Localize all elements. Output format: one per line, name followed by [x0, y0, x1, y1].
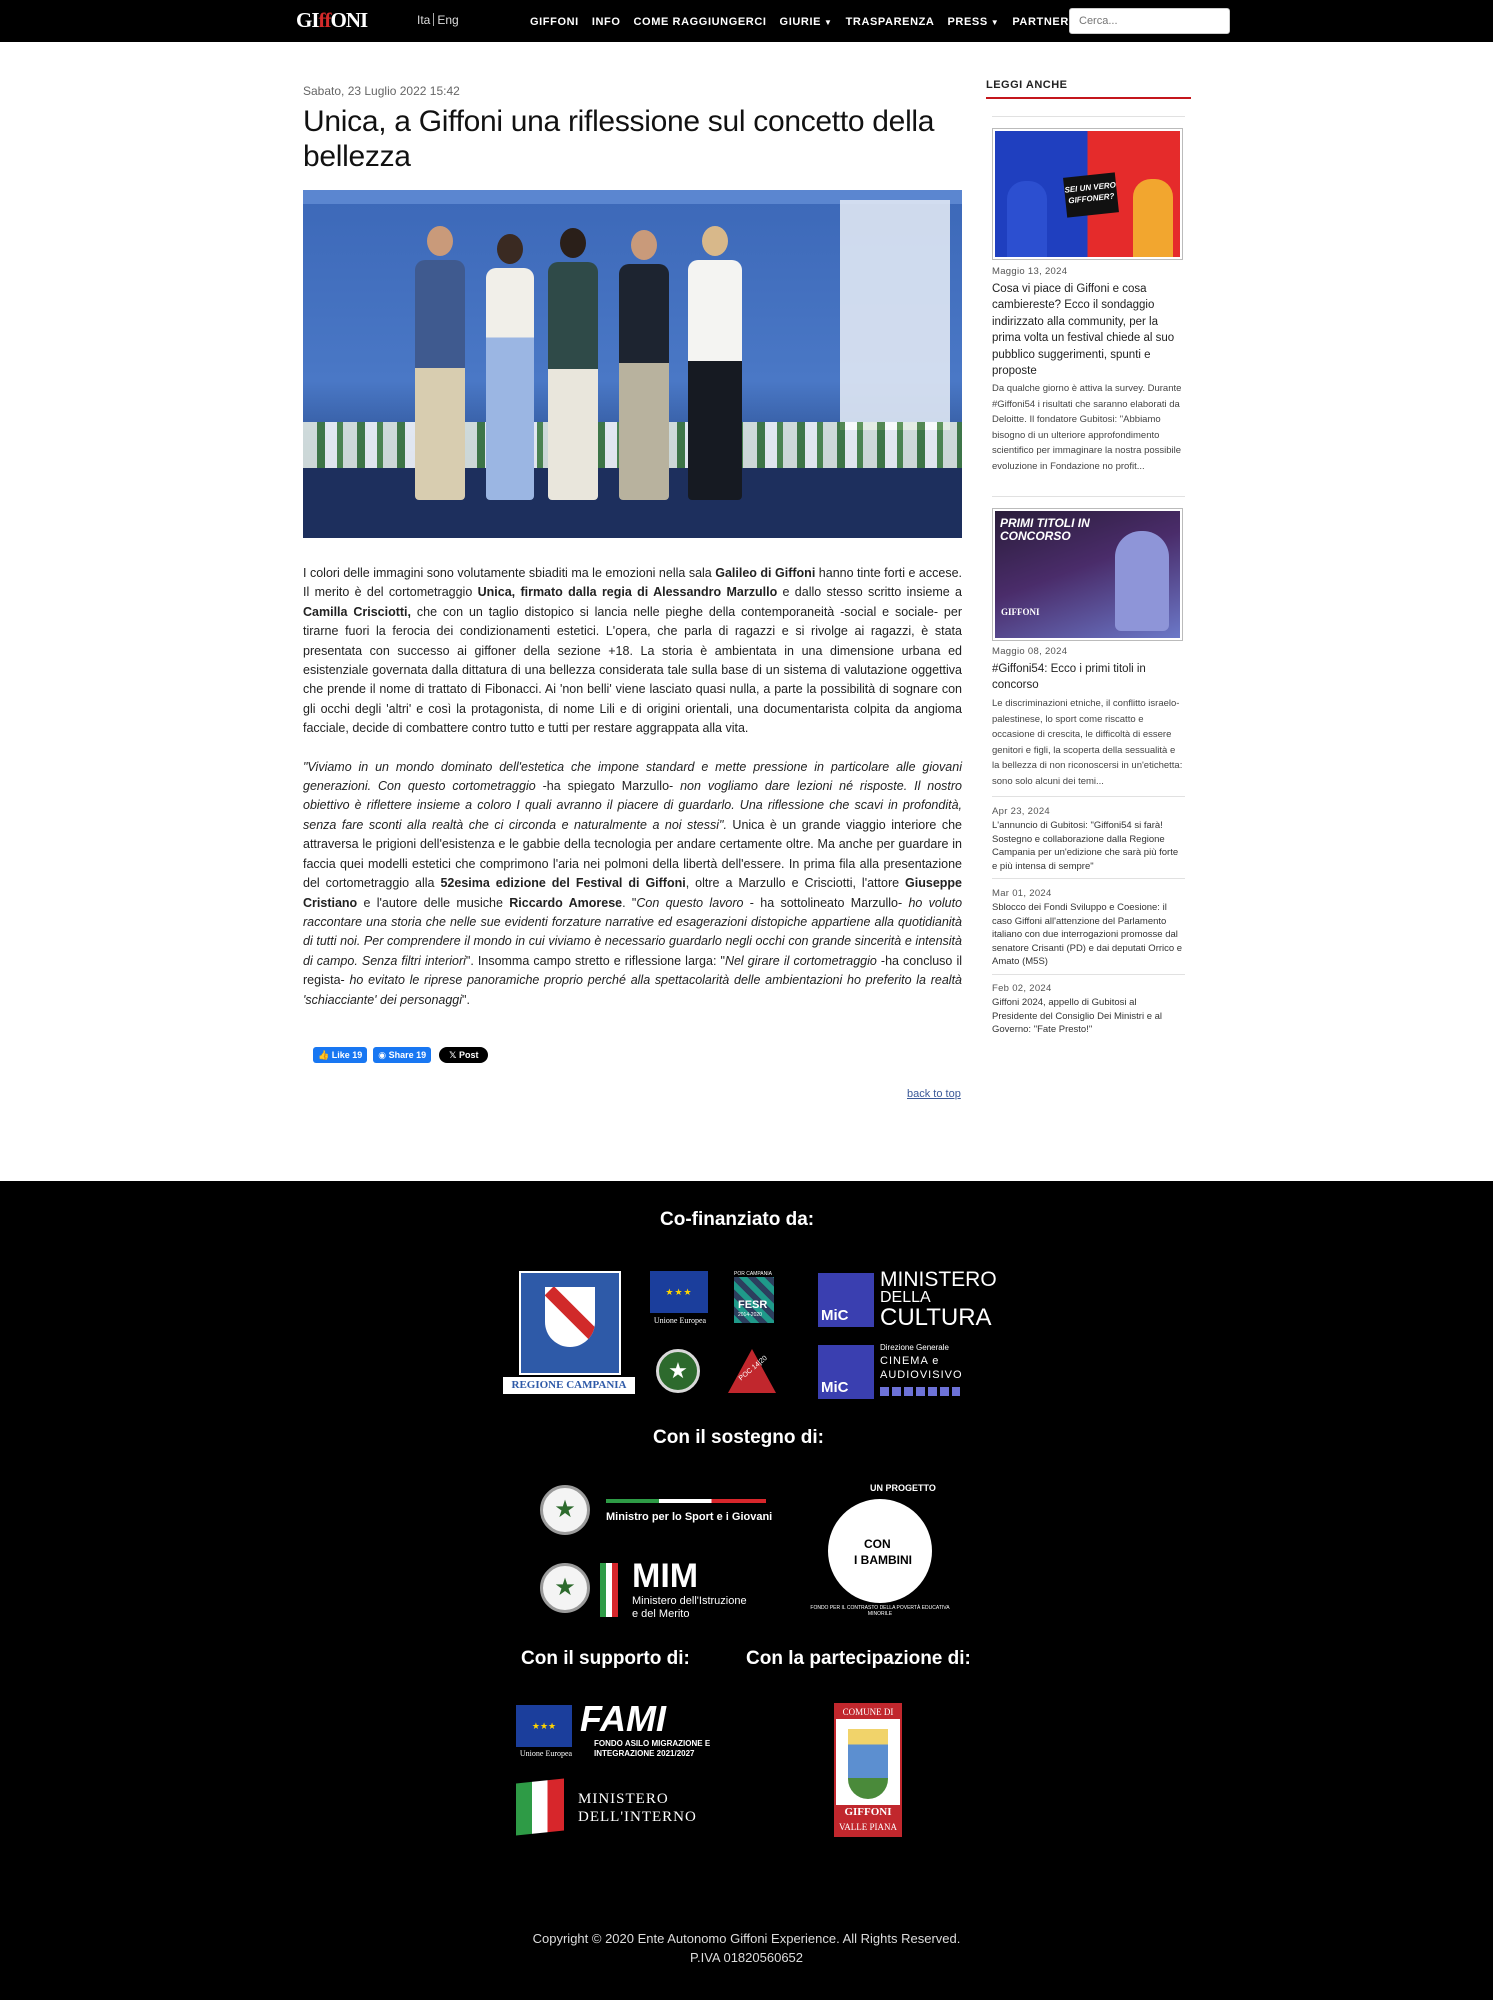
nav-press[interactable]: PRESS ▼: [947, 16, 1000, 28]
sidebar-item-1-date: Maggio 13, 2024: [992, 266, 1068, 277]
eu-label: Unione Europea: [519, 1749, 573, 1758]
fami-sub2: INTEGRAZIONE 2021/2027: [594, 1749, 695, 1758]
thumbs-up-icon: 👍: [318, 1050, 330, 1060]
ministero-cultura-logo: [818, 1269, 998, 1329]
kid-face: [1115, 531, 1169, 631]
person-3: [548, 262, 598, 500]
nav-giffoni[interactable]: GIFFONI: [530, 16, 579, 28]
mim-sub1: Ministero dell'Istruzione: [632, 1595, 747, 1607]
top-navbar: [0, 0, 1493, 42]
eu-flag-icon: ★★★: [650, 1271, 708, 1313]
sidebar-divider: [992, 878, 1185, 879]
social-share-bar: [313, 1047, 488, 1063]
fesr-pattern-icon: [734, 1277, 774, 1323]
article-body: [303, 564, 962, 1029]
nav-trasparenza[interactable]: TRASPARENZA: [845, 16, 935, 28]
nav-giurie[interactable]: GIURIE ▼: [779, 16, 833, 28]
x-icon: 𝕏: [449, 1050, 457, 1060]
fesr-years: 2014-2020: [738, 1312, 762, 1318]
shield-icon: [545, 1287, 595, 1347]
dg-cinema-logo: [818, 1341, 978, 1401]
language-switcher: [417, 13, 459, 27]
fami-sub1: FONDO ASILO MIGRAZIONE E: [594, 1739, 711, 1748]
survey-badge: SEI UN VERO GIFFONER?: [1063, 172, 1119, 217]
cofinanziato-heading: Co-finanziato da:: [660, 1209, 815, 1230]
person-4: [619, 264, 669, 500]
sport-label: Ministro per lo Sport e i Giovani: [606, 1511, 773, 1523]
eu-flag-logo: [650, 1271, 710, 1329]
mic-badge-icon: MiC: [818, 1273, 874, 1327]
mic-badge-icon: MiC: [818, 1345, 874, 1399]
sidebar-divider: [992, 116, 1185, 117]
fami-logo: [516, 1698, 711, 1761]
person-2: [486, 268, 534, 500]
x-post-button[interactable]: 𝕏 Post: [439, 1047, 488, 1063]
bambini-circle: CON I BAMBINI: [828, 1499, 932, 1603]
bambini-ring: FONDO PER IL CONTRASTO DELLA POVERTÀ EDUCATIVA MINORILE: [810, 1605, 950, 1617]
fami-label: FAMI: [580, 1698, 666, 1739]
article-paragraph-1: I colori delle immagini sono volutamente sbiaditi ma le emozioni nella sala Galileo di Giffoni hanno tinte forti e accese. Il merito è del cortometraggio Unica, firmato dalla regia di Alessandro Marzullo e dallo stesso scritto insieme a Camilla Crisciotti, che con un taglio distopico si lancia nelle pieghe della contemporaneità -social e sociale- per tirarne fuori la ferocia dei condizionamenti estetici. L'opera, che parla di ragazzi e si rivolge ai ragazzi, è stata presentata con successo ai giffoner della sezione +18. La storia è ambientata in una dimensione urbana ed esistenziale governata dalla dittatura di una bellezza considerata tale sulla base di un sistema di valutazione oggettiva che prende il nome di trattato di Fibonacci. Ai 'non belli' viene lasciato quasi nulla, a parte la possibilità di sognare con gli occhi degli 'altri' e così la protagonista, di nome Lili e di origini orientali, una documentarista colpita da angioma facciale, decide di combattere contro tutto e tutti per restare aggrappata alla vita.: [303, 566, 963, 736]
fesr-label: FESR: [738, 1299, 768, 1311]
giffoni-logo[interactable]: GIffONI: [296, 8, 368, 32]
chevron-down-icon: ▼: [990, 18, 1000, 27]
mim-label: MIM: [632, 1557, 699, 1595]
sidebar-item-5-title[interactable]: Giffoni 2024, appello di Gubitosi al Presidente del Consiglio Dei Ministri e al Governo: "Fate Presto!": [992, 997, 1163, 1036]
main-nav: [530, 16, 1069, 28]
regione-emblem: [519, 1271, 621, 1375]
sidebar-item-2-title[interactable]: #Giffoni54: Ecco i primi titoli in concorso: [992, 663, 1146, 692]
nav-info[interactable]: INFO: [591, 16, 621, 28]
por-label: POR CAMPANIA: [734, 1271, 772, 1277]
article-hero-image: [303, 190, 962, 538]
nav-partner[interactable]: PARTNER: [1012, 16, 1069, 28]
article-date: Sabato, 23 Luglio 2022 15:42: [303, 84, 460, 98]
dg-squares: [880, 1387, 960, 1396]
comune-top: COMUNE DI: [836, 1705, 900, 1719]
star-emblem-icon: ★: [540, 1485, 590, 1535]
sidebar-item-2-excerpt: Le discriminazioni etniche, il conflitto israelo-palestinese, lo sport come riscatto e occasione di crescita, le difficoltà di essere genitori e figli, la scoperta della sessualità e la bellezza di non riconoscersi in un'etichetta: sono solo alcuni dei temi...: [992, 698, 1183, 787]
facebook-share-button[interactable]: ◉ Share 19: [373, 1047, 431, 1063]
ministero-interno-logo: [516, 1779, 706, 1835]
poc-label: POC 14|20: [737, 1354, 769, 1383]
poc-logo: [728, 1349, 776, 1399]
italy-flag-icon: [516, 1778, 564, 1835]
por-fesr-logo: [734, 1271, 776, 1327]
dg-line2: CINEMA e: [880, 1355, 940, 1367]
lang-eng-link[interactable]: Eng: [437, 13, 459, 27]
copyright: Copyright © 2020 Ente Autonomo Giffoni Experience. All Rights Reserved.: [532, 1931, 961, 1946]
ministero-line1: MINISTERO: [880, 1268, 997, 1291]
kid-left: [1007, 181, 1047, 257]
interno-line2: DELL'INTERNO: [578, 1809, 697, 1825]
sidebar-divider: [992, 974, 1185, 975]
con-i-bambini-logo: [810, 1481, 950, 1621]
sidebar-item-3-title[interactable]: L'annuncio di Gubitosi: "Giffoni54 si farà! Sostegno e collaborazione dalla Regione Campania per un'edizione che sarà più forte e più intensa di sempre": [992, 820, 1179, 872]
sidebar-divider: [992, 796, 1185, 797]
facebook-like-button[interactable]: 👍 Like 19: [313, 1047, 367, 1063]
comune-bottom1: GIFFONI: [836, 1805, 900, 1819]
eu-flag-icon: ★★★: [516, 1705, 572, 1747]
sidebar-heading-rule: [986, 97, 1191, 99]
dg-line1: Direzione Generale: [880, 1343, 949, 1352]
thumb-logo: GIFFONI: [1001, 607, 1040, 617]
sidebar-item-5-date: Feb 02, 2024: [992, 983, 1052, 994]
italian-republic-emblem: [656, 1349, 702, 1399]
article-title: Unica, a Giffoni una riflessione sul concetto della bellezza: [303, 105, 935, 173]
mim-logo: [540, 1559, 780, 1623]
sidebar-thumb-2[interactable]: [992, 508, 1183, 641]
sidebar-item-3-date: Apr 23, 2024: [992, 806, 1051, 817]
regione-label: REGIONE CAMPANIA: [503, 1377, 635, 1394]
person-1: [415, 260, 465, 500]
sostegno-heading: Con il sostegno di:: [653, 1427, 824, 1448]
ministero-line2: DELLA: [880, 1289, 931, 1306]
sidebar-item-1-title[interactable]: Cosa vi piace di Giffoni e cosa cambiereste? Ecco il sondaggio indirizzato alla community, per la prima volta un festival chiede al suo pubblico suggerimenti, spunti e proposte: [992, 283, 1175, 378]
sidebar-item-2-date: Maggio 08, 2024: [992, 646, 1068, 657]
kid-right: [1133, 179, 1173, 257]
tricolor-line: [606, 1499, 766, 1503]
lang-ita-link[interactable]: Ita: [417, 13, 431, 27]
dg-line3: AUDIOVISIVO: [880, 1369, 963, 1381]
thumb-headline: PRIMI TITOLI IN CONCORSO: [1000, 516, 1090, 543]
comune-bottom2: VALLE PIANA: [836, 1819, 900, 1835]
sponsor-wall: [840, 200, 950, 430]
mim-sub2: e del Merito: [632, 1608, 690, 1620]
piva: P.IVA 01820560652: [689, 1950, 804, 1965]
eu-label: Unione Europea: [653, 1316, 707, 1325]
sidebar-item-4-date: Mar 01, 2024: [992, 888, 1052, 899]
star-emblem-icon: ★: [656, 1349, 700, 1393]
bambini-top: UN PROGETTO: [870, 1483, 936, 1493]
comune-shield-icon: [848, 1729, 888, 1799]
mim-flag-icon: [600, 1563, 618, 1617]
facebook-icon: ◉: [378, 1050, 387, 1060]
interno-line1: MINISTERO: [578, 1791, 669, 1807]
search-input[interactable]: [1069, 8, 1230, 34]
regione-campania-logo: [503, 1271, 635, 1399]
nav-come-raggiungerci[interactable]: COME RAGGIUNGERCI: [633, 16, 767, 28]
footer: [0, 1181, 1493, 2000]
partecipazione-heading: Con la partecipazione di:: [746, 1648, 971, 1669]
chevron-down-icon: ▼: [824, 18, 833, 27]
lang-divider: [433, 13, 434, 26]
sidebar-heading: LEGGI ANCHE: [986, 79, 1068, 91]
sidebar-divider: [992, 496, 1185, 497]
person-5: [688, 260, 742, 500]
supporto-heading: Con il supporto di:: [521, 1648, 690, 1669]
comune-giffoni-logo: [834, 1703, 902, 1837]
ministero-line3: CULTURA: [880, 1304, 992, 1331]
sidebar-thumb-1[interactable]: [992, 128, 1183, 260]
star-emblem-icon: ★: [540, 1563, 590, 1613]
sidebar-item-4-title[interactable]: Sblocco dei Fondi Sviluppo e Coesione: il caso Giffoni all'attenzione del Parlamento italiano con due interrogazioni promosse dal senatore Crisanti (PD) e dai deputati Orrico e Amato (M5S): [992, 902, 1183, 968]
article-paragraph-2: "Viviamo in un mondo dominato dell'estetica che impone standard e mette pressione in particolare alle giovani generazioni. Con questo cortometraggio -ha spiegato Marzullo- non vogliamo dare lezioni né risposte. Il nostro obiettivo è riflettere insieme a coloro I quali avranno il piacere di guardarlo. Una riflessione che scavi in profondità, senza fare sconti alla realtà che ci circonda e naturalmente a noi stessi". Unica è un grande viaggio interiore che attraversa le prigioni dell'esistenza e le gabbie della tecnologia per andare certamente oltre. Ma anche per guardare in faccia quei modelli estetici che comprimono l'aria nei polmoni della libertà dell'essere. In prima fila alla presentazione del cortometraggio alla 52esima edizione del Festival di Giffoni, oltre a Marzullo e Crisciotti, l'attore Giuseppe Cristiano e l'autore delle musiche Riccardo Amorese. "Con questo lavoro - ha sottolineato Marzullo- ho voluto raccontare una storia che nelle sue evidenti forzature narrative ed esagerazioni distopiche appartiene alla quotidianità di tutti noi. Per comprendere il mondo in cui viviamo è necessario guardarlo negli occhi con grande sincerità e intensità di campo. Senza filtri interiori". Insomma campo stretto e riflessione larga: "Nel girare il cortometraggio -ha concluso il regista- ho evitato le riprese panoramiche proprio perché alla spettacolarità delle ambientazioni ho preferito la realtà 'schiacciante' dei personaggi".: [303, 759, 963, 1007]
sidebar-item-1-excerpt: Da qualche giorno è attiva la survey. Durante #Giffoni54 i risultati che saranno elaborati da Deloitte. Il fondatore Gubitosi: "Abbiamo bisogno di un ulteriore approfondimento scientifico per immaginare la nostra possibile evoluzione in Fondazione no profit...: [992, 383, 1182, 472]
back-to-top-link[interactable]: back to top: [907, 1088, 961, 1100]
ministro-sport-logo: [540, 1483, 780, 1541]
